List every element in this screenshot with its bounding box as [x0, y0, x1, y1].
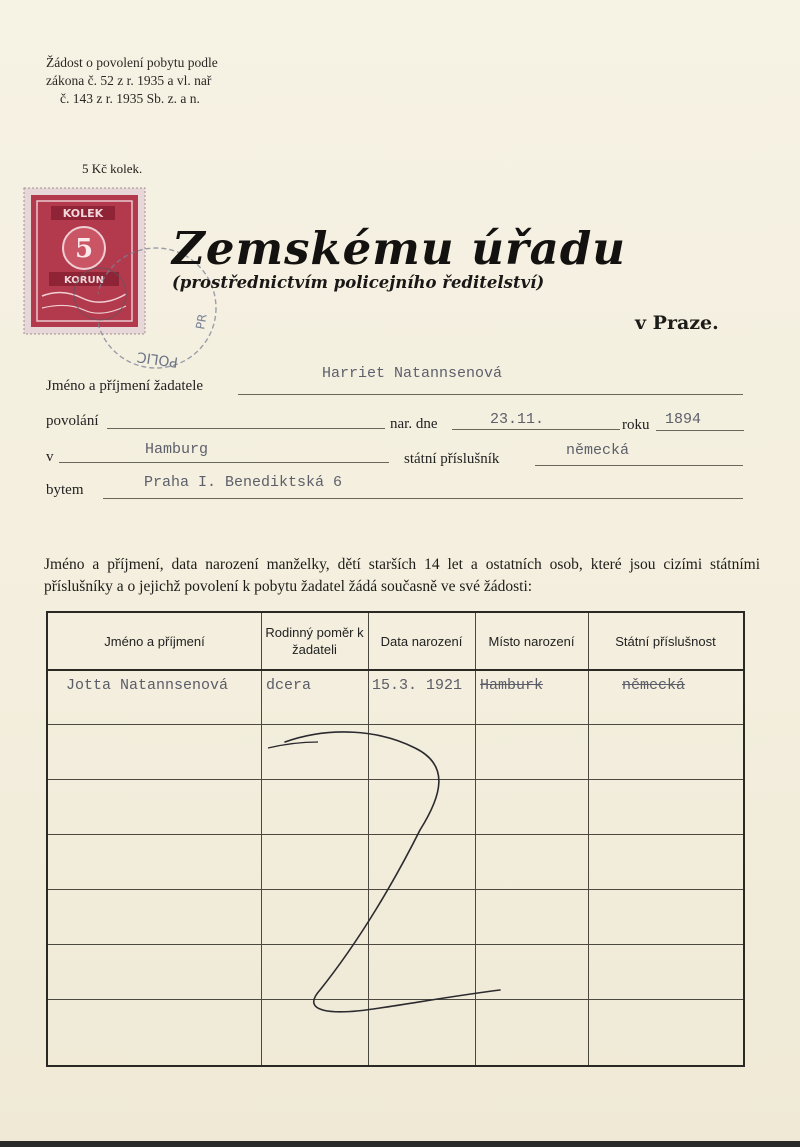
birth-date-value: 23.11.: [490, 411, 545, 428]
header-birth-date: Data narození: [380, 633, 463, 649]
residence-label: bytem: [46, 482, 84, 498]
birth-year-line: [656, 430, 744, 431]
postmark-fragment: POLIC: [136, 348, 180, 370]
row1-citizenship: německá: [622, 677, 686, 694]
applicant-name-value: Harriet Natannsenová: [322, 365, 503, 382]
header-name: Jméno a příjmení: [104, 633, 205, 649]
row1-relation: dcera: [266, 677, 312, 694]
residence-value: Praha I. Benediktská 6: [144, 474, 343, 491]
birth-year-label: roku: [622, 417, 650, 433]
birth-year-value: 1894: [665, 411, 702, 428]
law-line-1: Žádost o povolení pobytu podle: [46, 55, 218, 70]
name-line: [238, 394, 743, 395]
birth-place-value: Hamburg: [145, 441, 209, 458]
stamp-unit: KORUN: [64, 275, 104, 286]
stamp-top-text: KOLEK: [62, 207, 104, 220]
header-birth-place: Místo narození: [488, 633, 575, 649]
office-title: Zemskému úřadu: [172, 222, 627, 275]
occupation-label: povolání: [46, 413, 99, 429]
residence-line: [103, 498, 743, 499]
law-reference: [46, 54, 218, 108]
law-line-2: zákona č. 52 z r. 1935 a vl. nař: [46, 73, 212, 88]
office-location: v Praze.: [635, 312, 719, 334]
header-relation: Rodinný poměr k žadateli: [265, 625, 364, 657]
header-citizenship: Státní příslušnost: [615, 633, 716, 649]
svg-text:PR: PR: [193, 312, 210, 331]
instructions-text: Jméno a příjmení, data narození manželky, dětí starších 14 let a ostatních osob, které jsou cizími státními příslušníky a o jejichž povolení k pobytu žadatel žádá současně ve své žádosti:: [44, 556, 760, 595]
citizenship-value: německá: [566, 442, 630, 459]
citizenship-label: státní příslušník: [404, 451, 500, 467]
applicant-name-label: Jméno a příjmení žadatele: [46, 378, 204, 394]
birth-place-label: v: [46, 449, 54, 465]
citizenship-line: [535, 465, 743, 466]
row1-birth-date: 15.3. 1921: [372, 677, 463, 694]
law-line-3: č. 143 z r. 1935 Sb. z. a n.: [60, 91, 200, 106]
row1-birth-place: Hamburk: [480, 677, 544, 694]
office-subtitle: (prostřednictvím policejního ředitelství): [172, 273, 545, 292]
birth-date-label: nar. dne: [390, 416, 438, 432]
stamp-value: 5: [74, 234, 94, 264]
birth-place-line: [59, 462, 389, 463]
stamp-note: 5 Kč kolek.: [82, 161, 143, 176]
family-table: [46, 611, 745, 1067]
birth-date-line: [452, 429, 620, 430]
occupation-line: [107, 428, 385, 429]
row1-name: Jotta Natannsenová: [66, 677, 229, 694]
